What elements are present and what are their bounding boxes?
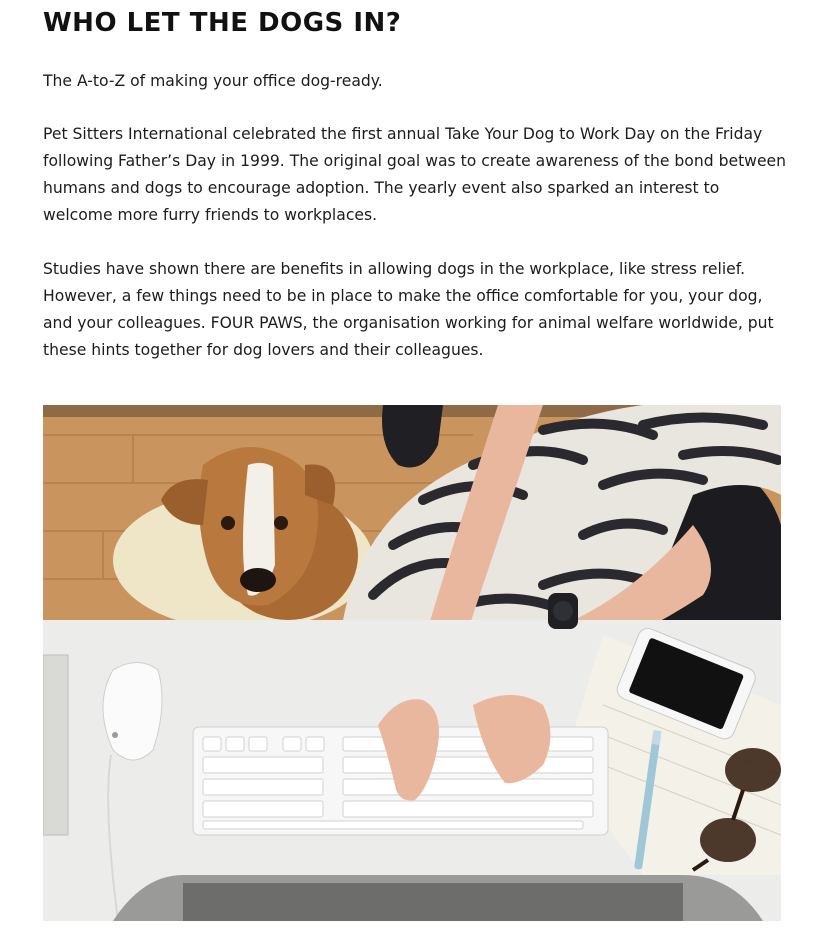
hero-image <box>43 405 781 921</box>
office-dog-illustration <box>43 405 781 921</box>
wristwatch <box>548 593 578 629</box>
article-paragraph-2: Studies have shown there are benefits in allowing dogs in the workplace, like stress relief. However, a few things need to be in place to make the office comfortable for you, your dog, and your colleagues. FOUR PAWS, the organisation working for animal welfare worldwide, put these hints together for dog lovers and their colleagues. <box>43 260 774 359</box>
article-paragraph-1: Pet Sitters International celebrated the first annual Take Your Dog to Work Day on the Friday following Father’s Day in 1999. The original goal was to create awareness of the bond between humans and dogs to encourage adoption. The yearly event also sparked an interest to welcome more furry friends to workplaces. <box>43 125 787 224</box>
article-subheading: The A-to-Z of making your office dog-ready. <box>43 72 383 90</box>
article-headline: WHO LET THE DOGS IN? <box>43 8 402 38</box>
